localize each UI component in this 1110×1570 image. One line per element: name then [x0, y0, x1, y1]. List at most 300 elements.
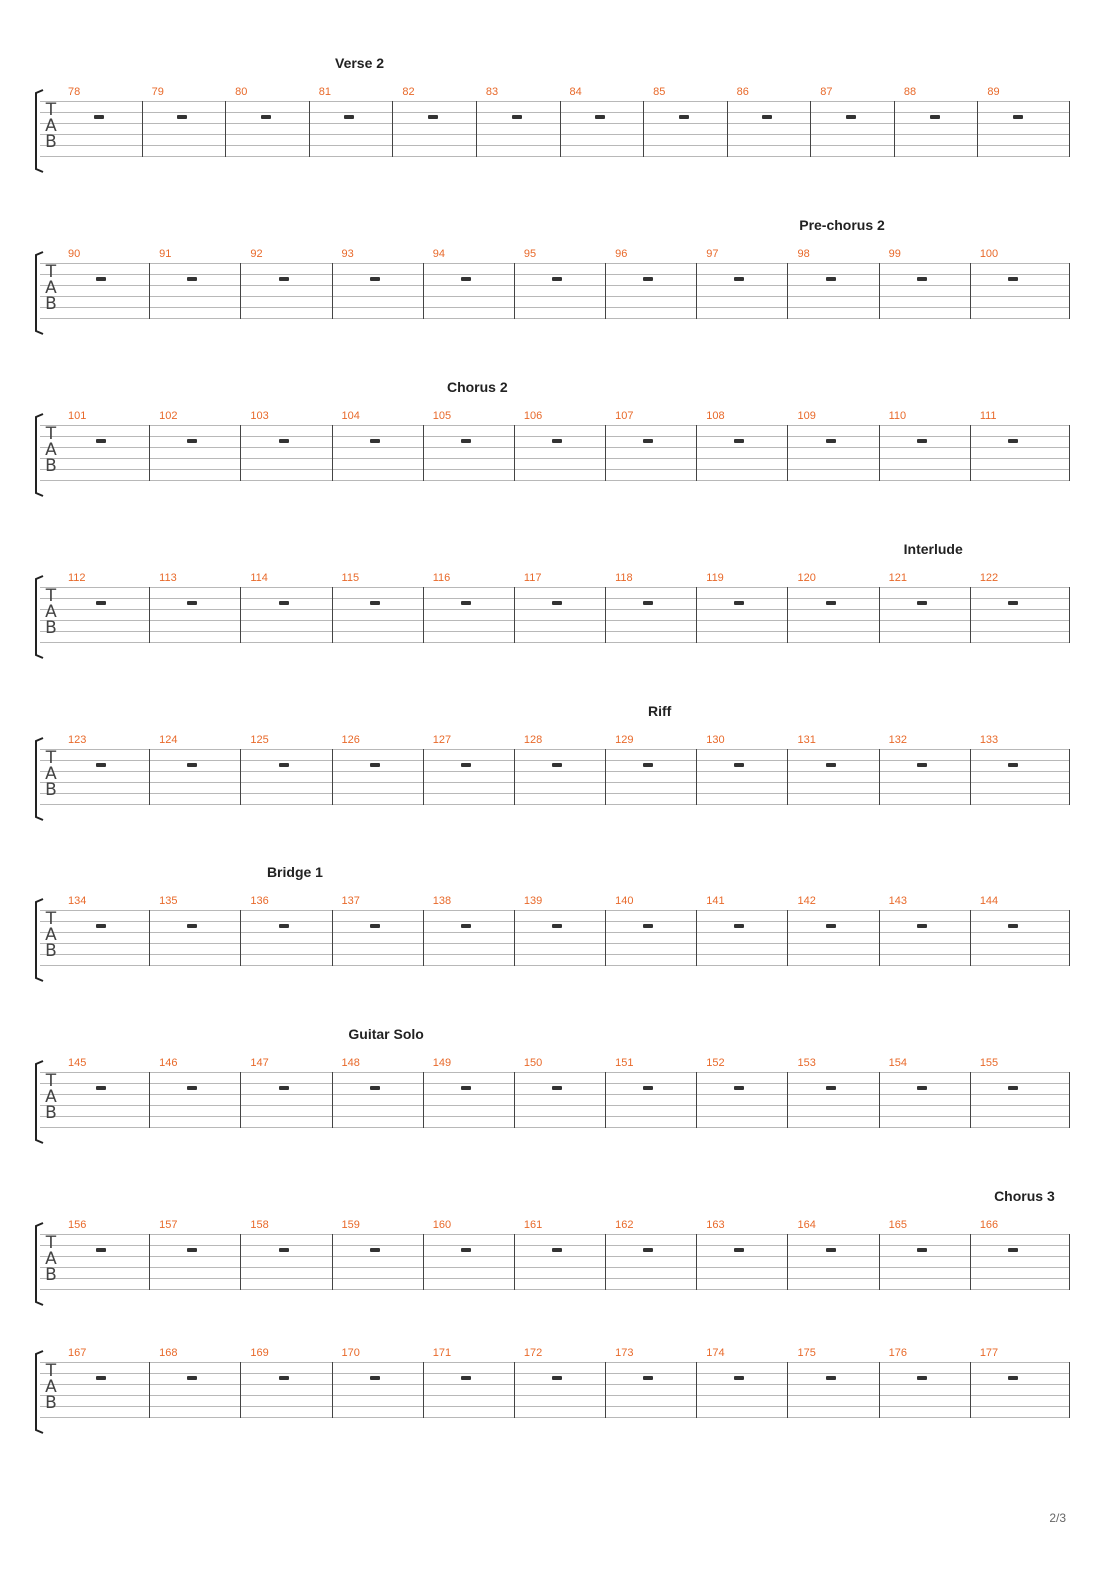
section-marker: Guitar Solo — [348, 1026, 424, 1042]
barline — [514, 425, 515, 481]
whole-rest-icon — [734, 924, 744, 928]
staff-line — [40, 425, 1070, 426]
barline — [605, 749, 606, 805]
measure-number: 87 — [820, 86, 833, 98]
section-marker: Bridge 1 — [266, 864, 323, 880]
whole-rest-icon — [370, 924, 380, 928]
tab-clef-letter: A — [45, 1087, 57, 1107]
tab-clef — [44, 1073, 58, 1129]
tab-clef — [44, 750, 58, 806]
barline — [1069, 910, 1070, 966]
barline — [605, 1362, 606, 1418]
whole-rest-icon — [370, 763, 380, 767]
system-bracket-icon — [34, 1060, 44, 1144]
measure-number: 80 — [235, 86, 248, 98]
barline — [879, 910, 880, 966]
tab-system — [0, 1316, 1110, 1446]
measure-number: 127 — [432, 734, 452, 746]
whole-rest-icon — [826, 1248, 836, 1252]
measure-number: 119 — [706, 572, 724, 584]
measure-number: 94 — [432, 248, 445, 260]
system-bracket-icon — [34, 1350, 44, 1434]
measure-number: 143 — [888, 895, 907, 907]
measure-number: 103 — [250, 410, 269, 422]
measure-number: 138 — [432, 895, 452, 907]
measure-number: 122 — [979, 572, 999, 584]
barline — [696, 263, 697, 319]
staff-line — [40, 1245, 1070, 1246]
whole-rest-icon — [461, 277, 471, 281]
whole-rest-icon — [279, 601, 289, 605]
system-bracket-icon — [34, 413, 44, 497]
barline — [879, 1234, 880, 1290]
barline — [240, 1362, 241, 1418]
staff-line — [40, 436, 1070, 437]
whole-rest-icon — [279, 277, 289, 281]
barline — [225, 101, 226, 157]
staff-line — [40, 620, 1070, 621]
measure-number: 117 — [523, 572, 542, 584]
staff-line — [40, 1267, 1070, 1268]
measure-number: 124 — [159, 734, 178, 746]
staff-line — [40, 123, 1070, 124]
tab-clef — [44, 102, 58, 158]
whole-rest-icon — [187, 763, 197, 767]
measure-number: 83 — [485, 86, 499, 98]
measure-number: 98 — [797, 248, 810, 260]
measure-number: 157 — [159, 1219, 178, 1231]
whole-rest-icon — [643, 1248, 653, 1252]
tab-system — [0, 1026, 1110, 1156]
measure-number: 176 — [888, 1347, 907, 1359]
whole-rest-icon — [370, 1248, 380, 1252]
staff-line — [40, 771, 1070, 772]
whole-rest-icon — [428, 115, 438, 119]
measure-number: 149 — [432, 1057, 452, 1069]
tab-system — [0, 55, 1110, 185]
tab-clef — [44, 1363, 58, 1419]
barline — [1069, 101, 1070, 157]
measure-number: 90 — [68, 248, 81, 260]
whole-rest-icon — [96, 601, 106, 605]
barline — [149, 910, 150, 966]
tab-clef-letter: A — [45, 602, 57, 622]
whole-rest-icon — [595, 115, 605, 119]
staff-line — [40, 285, 1070, 286]
measure-number: 112 — [68, 572, 86, 584]
barline — [696, 910, 697, 966]
staff-line — [40, 910, 1070, 911]
measure-number: 100 — [979, 248, 999, 260]
whole-rest-icon — [370, 439, 380, 443]
tab-clef-letter: B — [45, 294, 57, 314]
barline — [787, 749, 788, 805]
staff-line — [40, 1384, 1070, 1385]
barline — [240, 749, 241, 805]
whole-rest-icon — [279, 1248, 289, 1252]
whole-rest-icon — [96, 439, 106, 443]
measure-number: 147 — [250, 1057, 269, 1069]
barline — [1069, 749, 1070, 805]
measure-number: 156 — [68, 1219, 87, 1231]
barline — [787, 910, 788, 966]
whole-rest-icon — [96, 1248, 106, 1252]
whole-rest-icon — [461, 601, 471, 605]
whole-rest-icon — [370, 1376, 380, 1380]
tab-clef-letter: B — [45, 1103, 57, 1123]
measure-number: 97 — [706, 248, 719, 260]
whole-rest-icon — [917, 1248, 927, 1252]
barline — [149, 749, 150, 805]
staff-line — [40, 480, 1070, 481]
tab-clef-letter: T — [45, 1071, 57, 1091]
whole-rest-icon — [930, 115, 940, 119]
barline — [696, 1362, 697, 1418]
barline — [605, 587, 606, 643]
staff-line — [40, 134, 1070, 135]
whole-rest-icon — [846, 115, 856, 119]
measure-number: 165 — [888, 1219, 907, 1231]
whole-rest-icon — [1008, 763, 1018, 767]
whole-rest-icon — [279, 1086, 289, 1090]
barline — [1069, 263, 1070, 319]
measure-number: 174 — [706, 1347, 725, 1359]
whole-rest-icon — [1008, 1248, 1018, 1252]
barline — [787, 1362, 788, 1418]
measure-number: 86 — [736, 86, 749, 98]
measure-number: 161 — [523, 1219, 543, 1231]
barline — [560, 101, 561, 157]
tab-clef-letter: T — [45, 424, 57, 444]
staff-line — [40, 156, 1070, 157]
barline — [149, 1234, 150, 1290]
barline — [605, 1234, 606, 1290]
whole-rest-icon — [187, 277, 197, 281]
barline — [970, 910, 971, 966]
measure-number: 154 — [888, 1057, 907, 1069]
whole-rest-icon — [94, 115, 104, 119]
barline — [332, 1072, 333, 1128]
whole-rest-icon — [643, 601, 653, 605]
whole-rest-icon — [734, 1376, 744, 1380]
tab-system — [0, 379, 1110, 509]
whole-rest-icon — [512, 115, 522, 119]
measure-number: 106 — [523, 410, 543, 422]
whole-rest-icon — [552, 924, 562, 928]
barline — [240, 263, 241, 319]
barline — [240, 910, 241, 966]
measure-number: 116 — [432, 572, 451, 584]
tab-clef-letter: A — [45, 278, 57, 298]
barline — [332, 910, 333, 966]
tab-clef-letter: T — [45, 748, 57, 768]
staff-line — [40, 782, 1070, 783]
staff-line — [40, 458, 1070, 459]
whole-rest-icon — [461, 1086, 471, 1090]
measure-number: 130 — [706, 734, 725, 746]
staff-line — [40, 921, 1070, 922]
barline — [332, 263, 333, 319]
whole-rest-icon — [187, 601, 197, 605]
barline — [240, 425, 241, 481]
whole-rest-icon — [734, 601, 744, 605]
measure-number: 89 — [987, 86, 1000, 98]
measure-number: 159 — [341, 1219, 360, 1231]
measure-number: 101 — [68, 410, 87, 422]
system-bracket-icon — [34, 89, 44, 173]
measure-number: 166 — [979, 1219, 999, 1231]
staff-line — [40, 296, 1070, 297]
barline — [514, 1234, 515, 1290]
barline — [696, 587, 697, 643]
tab-system — [0, 541, 1110, 671]
measure-number: 150 — [523, 1057, 543, 1069]
whole-rest-icon — [917, 924, 927, 928]
tab-system — [0, 864, 1110, 994]
staff-line — [40, 112, 1070, 113]
whole-rest-icon — [1008, 439, 1018, 443]
whole-rest-icon — [917, 277, 927, 281]
barline — [970, 587, 971, 643]
whole-rest-icon — [96, 763, 106, 767]
measure-number: 84 — [569, 86, 582, 98]
barline — [727, 101, 728, 157]
tab-clef — [44, 1235, 58, 1291]
measure-number: 145 — [68, 1057, 87, 1069]
measure-number: 129 — [615, 734, 634, 746]
tab-clef-letter: B — [45, 456, 57, 476]
measure-number: 151 — [615, 1057, 634, 1069]
staff-line — [40, 1072, 1070, 1073]
measure-number: 133 — [979, 734, 999, 746]
whole-rest-icon — [734, 1086, 744, 1090]
tab-clef-letter: B — [45, 1393, 57, 1413]
measure-number: 107 — [615, 410, 634, 422]
measure-number: 136 — [250, 895, 269, 907]
barline — [970, 1234, 971, 1290]
barline — [514, 1072, 515, 1128]
tab-clef-letter: T — [45, 1233, 57, 1253]
measure-number: 158 — [250, 1219, 269, 1231]
whole-rest-icon — [461, 439, 471, 443]
tab-clef-letter: B — [45, 1265, 57, 1285]
barline — [810, 101, 811, 157]
measure-number: 93 — [341, 248, 354, 260]
whole-rest-icon — [643, 924, 653, 928]
whole-rest-icon — [917, 1086, 927, 1090]
barline — [423, 1072, 424, 1128]
tab-clef — [44, 588, 58, 644]
staff-line — [40, 1289, 1070, 1290]
measure-number: 115 — [341, 572, 360, 584]
system-bracket-icon — [34, 251, 44, 335]
barline — [605, 425, 606, 481]
measure-number: 109 — [797, 410, 816, 422]
measure-number: 111 — [979, 410, 997, 422]
whole-rest-icon — [96, 1376, 106, 1380]
staff-line — [40, 1395, 1070, 1396]
tab-system — [0, 217, 1110, 347]
whole-rest-icon — [1008, 1086, 1018, 1090]
tab-clef-letter: T — [45, 909, 57, 929]
tab-clef-letter: T — [45, 586, 57, 606]
whole-rest-icon — [917, 1376, 927, 1380]
tab-system — [0, 703, 1110, 833]
staff-line — [40, 318, 1070, 319]
barline — [149, 1072, 150, 1128]
whole-rest-icon — [1008, 277, 1018, 281]
barline — [514, 587, 515, 643]
barline — [423, 425, 424, 481]
measure-number: 153 — [797, 1057, 816, 1069]
barline — [142, 101, 143, 157]
barline — [787, 425, 788, 481]
measure-number: 105 — [432, 410, 452, 422]
barline — [696, 749, 697, 805]
measure-number: 168 — [159, 1347, 178, 1359]
measure-number: 102 — [159, 410, 178, 422]
barline — [787, 1234, 788, 1290]
measure-number: 114 — [250, 572, 268, 584]
section-marker: Riff — [648, 703, 672, 719]
measure-number: 140 — [615, 895, 634, 907]
whole-rest-icon — [643, 1086, 653, 1090]
whole-rest-icon — [279, 439, 289, 443]
barline — [787, 587, 788, 643]
section-marker: Verse 2 — [335, 55, 385, 71]
barline — [643, 101, 644, 157]
whole-rest-icon — [552, 1248, 562, 1252]
staff-line — [40, 447, 1070, 448]
tab-clef-letter: T — [45, 100, 57, 120]
tab-clef-letter: B — [45, 618, 57, 638]
staff-line — [40, 145, 1070, 146]
measure-number: 88 — [903, 86, 917, 98]
barline — [514, 1362, 515, 1418]
staff-line — [40, 793, 1070, 794]
whole-rest-icon — [187, 1376, 197, 1380]
barline — [696, 1234, 697, 1290]
whole-rest-icon — [279, 924, 289, 928]
measure-number: 91 — [159, 248, 172, 260]
staff-line — [40, 804, 1070, 805]
barline — [1069, 1234, 1070, 1290]
staff-line — [40, 1278, 1070, 1279]
barline — [879, 1362, 880, 1418]
measure-number: 104 — [341, 410, 360, 422]
whole-rest-icon — [826, 601, 836, 605]
tab-clef-letter: A — [45, 440, 57, 460]
measure-number: 139 — [523, 895, 543, 907]
staff-line — [40, 1406, 1070, 1407]
measure-number: 173 — [615, 1347, 634, 1359]
whole-rest-icon — [826, 1376, 836, 1380]
barline — [476, 101, 477, 157]
measure-number: 128 — [523, 734, 543, 746]
measure-number: 134 — [68, 895, 87, 907]
whole-rest-icon — [643, 439, 653, 443]
whole-rest-icon — [917, 439, 927, 443]
barline — [894, 101, 895, 157]
whole-rest-icon — [261, 115, 271, 119]
system-bracket-icon — [34, 898, 44, 982]
barline — [514, 263, 515, 319]
staff-line — [40, 631, 1070, 632]
measure-number: 146 — [159, 1057, 178, 1069]
whole-rest-icon — [96, 924, 106, 928]
barline — [423, 910, 424, 966]
barline — [879, 1072, 880, 1128]
whole-rest-icon — [461, 1248, 471, 1252]
whole-rest-icon — [826, 1086, 836, 1090]
barline — [787, 1072, 788, 1128]
staff-line — [40, 274, 1070, 275]
staff-line — [40, 587, 1070, 588]
measure-number: 108 — [706, 410, 725, 422]
barline — [423, 1234, 424, 1290]
tab-clef-letter: T — [45, 1361, 57, 1381]
barline — [977, 101, 978, 157]
staff-line — [40, 1094, 1070, 1095]
barline — [605, 263, 606, 319]
measure-number: 82 — [402, 86, 415, 98]
barline — [149, 1362, 150, 1418]
measure-number: 126 — [341, 734, 360, 746]
barline — [970, 749, 971, 805]
measure-number: 78 — [68, 86, 81, 98]
staff-line — [40, 642, 1070, 643]
whole-rest-icon — [734, 439, 744, 443]
measure-number: 160 — [432, 1219, 452, 1231]
measure-number: 96 — [615, 248, 628, 260]
whole-rest-icon — [826, 277, 836, 281]
measure-number: 110 — [888, 410, 907, 422]
tab-clef — [44, 426, 58, 482]
whole-rest-icon — [177, 115, 187, 119]
tab-clef-letter: T — [45, 262, 57, 282]
barline — [149, 263, 150, 319]
measure-number: 120 — [797, 572, 816, 584]
tab-clef-letter: A — [45, 1377, 57, 1397]
barline — [332, 425, 333, 481]
staff-line — [40, 1105, 1070, 1106]
measure-number: 132 — [888, 734, 907, 746]
whole-rest-icon — [552, 277, 562, 281]
measure-number: 164 — [797, 1219, 816, 1231]
measure-number: 135 — [159, 895, 178, 907]
barline — [879, 749, 880, 805]
whole-rest-icon — [187, 1086, 197, 1090]
measure-number: 162 — [615, 1219, 634, 1231]
section-marker: Pre-chorus 2 — [799, 217, 885, 233]
measure-number: 171 — [432, 1347, 452, 1359]
measure-number: 125 — [250, 734, 269, 746]
measure-number: 141 — [706, 895, 725, 907]
whole-rest-icon — [643, 763, 653, 767]
section-marker: Chorus 3 — [994, 1188, 1055, 1204]
whole-rest-icon — [643, 1376, 653, 1380]
staff-line — [40, 598, 1070, 599]
whole-rest-icon — [1008, 924, 1018, 928]
barline — [423, 263, 424, 319]
whole-rest-icon — [826, 763, 836, 767]
barline — [309, 101, 310, 157]
barline — [423, 1362, 424, 1418]
measure-number: 163 — [706, 1219, 725, 1231]
barline — [879, 263, 880, 319]
system-bracket-icon — [34, 575, 44, 659]
whole-rest-icon — [552, 1376, 562, 1380]
